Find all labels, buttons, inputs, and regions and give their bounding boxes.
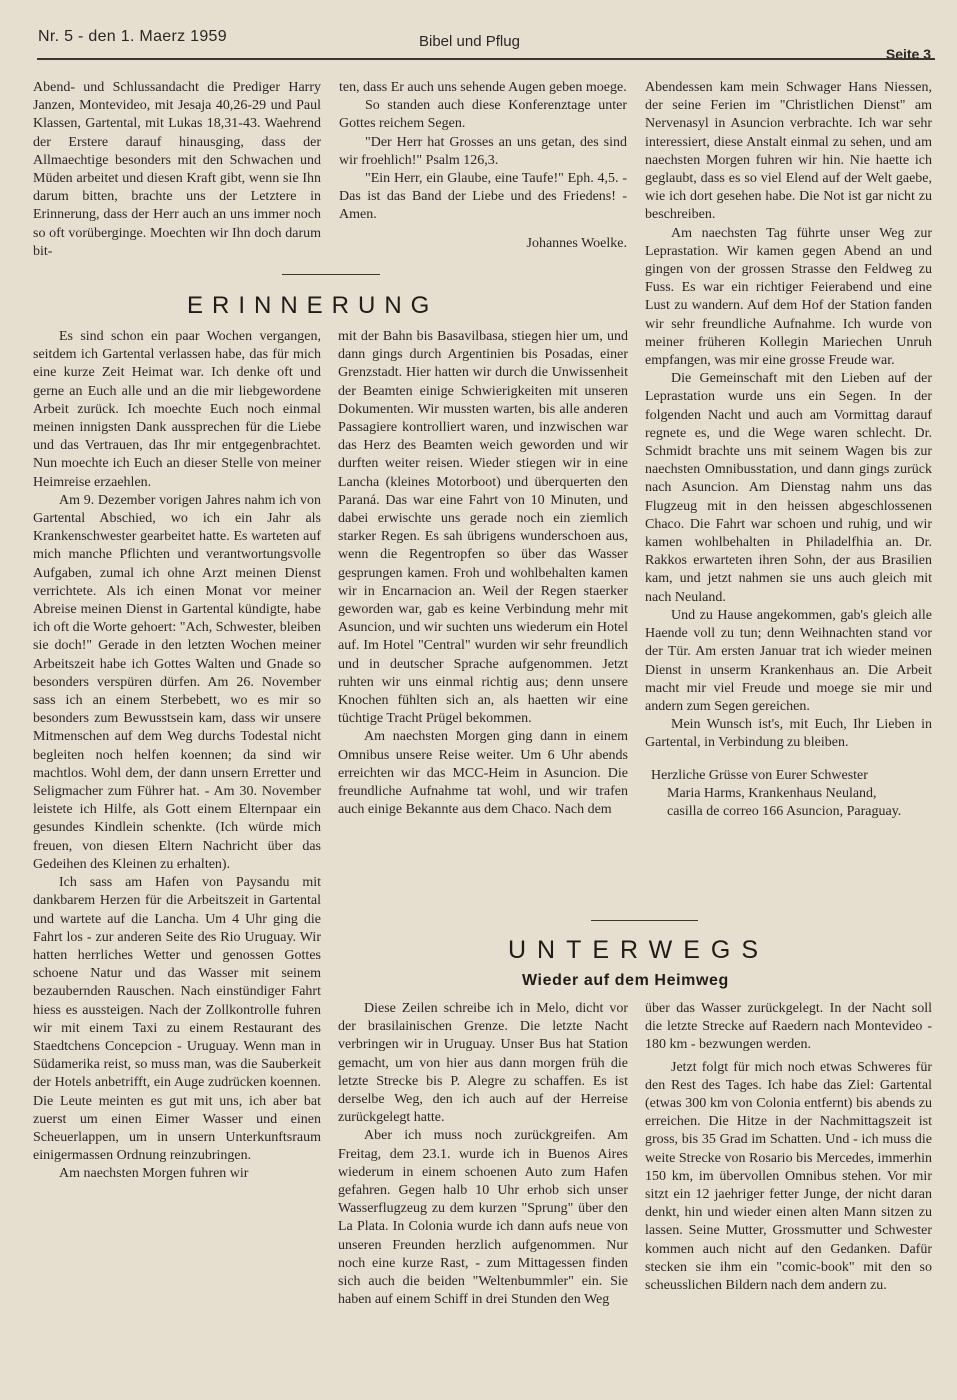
paragraph: Mein Wunsch ist's, mit Euch, Ihr Lieben in Gartental, in Verbindung zu bleiben. xyxy=(645,717,932,751)
paragraph: Und zu Hause angekommen, gab's gleich alle Haende voll zu tun; denn Weihnachten stand vor der Tür. Am ersten Januar trat ich wieder meinen Dienst in unserm Krankenhaus an. Die Arbeit macht mir viel Freude und moege sie mir und andern zum Segen gereichen. xyxy=(645,607,932,714)
heading-erinnerung: ERINNERUNG xyxy=(187,292,439,319)
subheading: Wieder auf dem Heimweg xyxy=(522,972,729,989)
unterwegs-col3 xyxy=(645,1000,932,1295)
paragraph: mit der Bahn bis Basavilbasa, stiegen hier um, und dann gings durch Argentinien bis Posadas, einer Grenzstadt. Hier hatten wir durch die Unwissenheit der Beamten einige Schwierigkeiten mit unseren Dokumenten. Wir mussten warten, bis alle anderen Passagiere kontrolliert waren, und inzwischen war das Herz des Beamten weich geworden und wir durften weiter reisen. Wieder stiegen wir in eine Lancha (kleines Motorboot) und überquerten den Paraná. Das war eine Fahrt von 10 Minuten, und dabei erwischte uns gerade noch ein ziemlich starker Regen. Es sah übrigens wunderschoen aus, wenn die Regentropfen so über das Wasser gesprungen kamen. Froh und wohlbehalten kamen wir in Encarnacion an. Weil der Regen staerker geworden war, gab es keine Verbindung mehr mit Asuncion, und wir suchten uns wiederum ein Hotel auf. Im Hotel "Central" wurden wir sehr freundlich und in deutscher Sprache aufgenommen. Jetzt ruhten wir uns einmal richtig aus; denn unsere Knochen fühlten sich an, als haetten wir eine tüchtige Tracht Prügel bekommen. xyxy=(338,329,628,727)
paragraph: Diese Zeilen schreibe ich in Melo, dicht vor der brasilainischen Grenze. Die letzte Nacht verbringen wir in Uruguay. Unser Bus hat Station gemacht, um von hier aus dann morgen früh die letzte Strecke bis P. Alegre zu schaffen. Es ist derselbe Weg, den ich auch auf der Herreise zurückgelegt hatte. xyxy=(338,1001,628,1126)
erinnerung-col1 xyxy=(33,328,321,1184)
author-signature: Johannes Woelke. xyxy=(526,235,627,251)
paragraph: Am naechsten Tag führte unser Weg zur Leprastation. Wir kamen gegen Abend an und gingen von der grossen Strasse den Feldweg zu Fuss. Es war ein richtiger Feierabend und eine Lust zu wandern. Auf dem Hof der Station fanden wir sehr freundliche Aufnahme. Ich wurde von meiner früheren Kollegin Mariechen Unruh empfangen, was mir eine grosse Freude war. xyxy=(645,225,932,369)
header-rule xyxy=(37,58,935,60)
section-divider xyxy=(282,274,380,275)
erinnerung-col2 xyxy=(338,328,628,819)
paragraph: Die Gemeinschaft mit den Lieben auf der Leprastation wurde uns ein Segen. In der folgenden Nacht und auch am Vormittag darauf regnete es, und die Wege waren schlecht. Dr. Schmidt brachte uns mit seinem Wagen bis zur naechsten Omnibusstation, und dann gings zurück nach Asuncion. Am Dienstag nahm uns das Flugzeug mit in den heissen abgeschlossenen Chaco. Die Fahrt war schoen und ruhig, und wir kamen wohlbehalten in Philadelfhia an. Dr. Rakkos erwarteten ihren Sohn, der aus Brasilien kam, und jetzt nahmen sie uns auch gleich mit nach Neuland. xyxy=(645,371,932,605)
paragraph: Abend- und Schlussandacht die Prediger Harry Janzen, Montevideo, mit Jesaja 40,26-29 und Paul Klassen, Gartental, mit Lukas 18,31-43. Waehrend der Erstere darauf hinausging, dass der Allmaechtige besonders mit den Schwachen und Müden arbeitet und diesen Kraft gibt, wenn sie Ihn darum bitten, brachte uns der Letztere in Erinnerung, dass der Herr auch an uns immer noch so oft vorüberginge. Moechten wir Ihn doch darum bit- xyxy=(33,80,321,259)
paragraph: Am naechsten Morgen fuhren wir xyxy=(59,1166,249,1182)
paragraph: "Ein Herr, ein Glaube, eine Taufe!" Eph. 4,5. - Das ist das Band der Liebe und des Friedens! - Amen. xyxy=(339,171,627,223)
paragraph: Abendessen kam mein Schwager Hans Niessen, der seine Ferien im "Christlichen Dienst" am Nervenasyl in Asuncion verbrachte. Ich war sehr interessiert, diese Anstalt einmal zu sehen, und am naechsten Morgen fuhren wir hin. Nie haette ich geglaubt, dass es so viel Elend auf der Welt gaebe, wie ich dort gesehen habe. Die Not ist gar nicht zu beschreiben. xyxy=(645,80,932,223)
page-number: Seite 3 xyxy=(885,46,931,62)
closing-greeting: Herzliche Grüsse von Eurer Schwester xyxy=(651,767,868,783)
paragraph: Aber ich muss noch zurückgreifen. Am Freitag, dem 23.1. wurde ich in Buenos Aires wiederum in einem schoenen Auto zum Hafen gefahren. Gegen halb 10 Uhr erhob sich unser Wasserflugzeug zu dem kurzen "Sprung" über den La Plata. In Colonia wurde ich dann aufs neue von unseren Freunden herzlich aufgenommen. Nur noch eine kurze Rast, - zum Mittagessen finden sich auch die beiden "Weltenbummler" ein. Sie haben auf einem Schiff in drei Stunden den Weg xyxy=(338,1128,628,1308)
unterwegs-col2 xyxy=(338,1000,628,1309)
paragraph: über das Wasser zurückgelegt. In der Nacht soll die letzte Strecke auf Raedern nach Montevideo - 180 km - bezwungen werden. xyxy=(645,1001,932,1053)
top-article-col1 xyxy=(33,79,321,261)
heading-unterwegs: UNTERWEGS xyxy=(508,936,770,964)
erinnerung-col3 xyxy=(645,79,932,821)
signature-address: casilla de correo 166 Asuncion, Paraguay. xyxy=(667,803,902,819)
paragraph: Am naechsten Morgen ging dann in einem Omnibus unsere Reise weiter. Um 6 Uhr abends erreichten wir das MCC-Heim in Asuncion. Die freundliche Aufnahme tat wohl, und wir trafen auch einige Bekannte aus dem Chaco. Nach dem xyxy=(338,729,628,818)
paragraph: Es sind schon ein paar Wochen vergangen, seitdem ich Gartental verlassen habe, das für mich eine kurze Zeit Heimat war. Ich denke oft und gerne an Euch alle und an die mir liebgewordene Arbeit zurück. Ich moechte Euch noch einmal meinen innigsten Dank aussprechen für die Liebe und das Vertrauen, das Ihr mir entgegenbrachtet. Nun moechte ich Euch an dieser Stelle von meiner Heimreise erzaehlen. xyxy=(33,329,321,490)
signature-name: Maria Harms, Krankenhaus Neuland, xyxy=(667,785,877,801)
paragraph: Am 9. Dezember vorigen Jahres nahm ich von Gartental Abschied, wo ich ein Jahr als Krankenschwester gearbeitet hatte. Es warteten auf mich manche Pflichten und verantwortungsvolle Aufgaben, zumal ich ohne Arzt meinen Dienst verrichtete. Als ich einen Monat vor meiner Abreise meinen Dienst in Gartental kündigte, habe ich oft die Worte gehoert: "Ach, Schwester, bleiben sie doch!" Gerade in den letzten Wochen meiner Arbeitszeit habe ich Gottes Walten und Gnade so besonders verspüren dürfen. Am 26. November sass ich an einem Sterbebett, wo es mir so besonders zum Bewusstsein kam, dass wir unsere Mitmenschen auf dem Weg durchs Todestal nicht begleiten noch helfen koennen; da sind wir machtlos. Wohl dem, der dann unsern Erretter und Seligmacher zum Führer hat. - Am 30. November leistete ich Hilfe, als Gott einem Elternpaar ein gesundes Kindlein schenkte. (Ich würde mich freuen, von diesen Eltern Nachricht über das Gedeihen des Kleinen zu erhalten). xyxy=(33,492,321,872)
issue-date: Nr. 5 - den 1. Maerz 1959 xyxy=(38,28,227,45)
paragraph: Jetzt folgt für mich noch etwas Schweres für den Rest des Tages. Ich habe das Ziel: Gartental (etwas 300 km von Colonia entfernt) bis abends zu erreichen. Die Hitze in der Nachmittagszeit ist gross, bis 35 Grad im Schatten. Und - ich muss die weite Strecke von Rosario bis Mercedes, immerhin 150 km, im übervollen Omnibus stehen. Vor mir sitzt ein 12 jaehriger fetter Junge, der nicht daran denkt, hin und wieder einen alten Mann sitzen zu lassen. Seine Mutter, Grossmutter und Schwester kommen auch nicht auf den Gedanken. Dafür stecken sie ihm ein "comic-book" mit den so scheusslichen Bildern nach dem andern zu. xyxy=(645,1059,932,1294)
section-divider xyxy=(591,920,698,921)
newspaper-title: Bibel und Pflug xyxy=(419,33,520,50)
paragraph: ten, dass Er auch uns sehende Augen geben moege. xyxy=(339,80,627,95)
paragraph: Ich sass am Hafen von Paysandu mit dankbarem Herzen für die Arbeitszeit in Gartental und wartete auf die Lancha. Um 4 Uhr ging die Fahrt los - zur anderen Seite des Rio Uruguay. Wir hatten herrliches Wetter und genossen Gottes schoene Natur und das Wasser mit seinem bezaubernden Rauschen. Nach einstündiger Fahrt hiess es aussteigen. Nach der Zollkontrolle fuhren wir mit einem Taxi zu einem Restaurant des Staedtchens Concepcion - Uruguay. Wenn man in Südamerika reist, so muss man, was die Sauberkeit der Hotels anbetrifft, ein Auge zudrücken koennen. Die Leute meinten es gut mit uns, ich aber bat zuerst um einen Eimer Wasser und einen Scheuerlappen, um in unsern Unterkunftsraum einigermassen Ordnung reinzubringen. xyxy=(33,875,321,1164)
top-article-col2 xyxy=(339,79,627,253)
paragraph: "Der Herr hat Grosses an uns getan, des sind wir froehlich!" Psalm 126,3. xyxy=(339,134,627,168)
paragraph: So standen auch diese Konferenztage unter Gottes reichem Segen. xyxy=(339,98,627,132)
